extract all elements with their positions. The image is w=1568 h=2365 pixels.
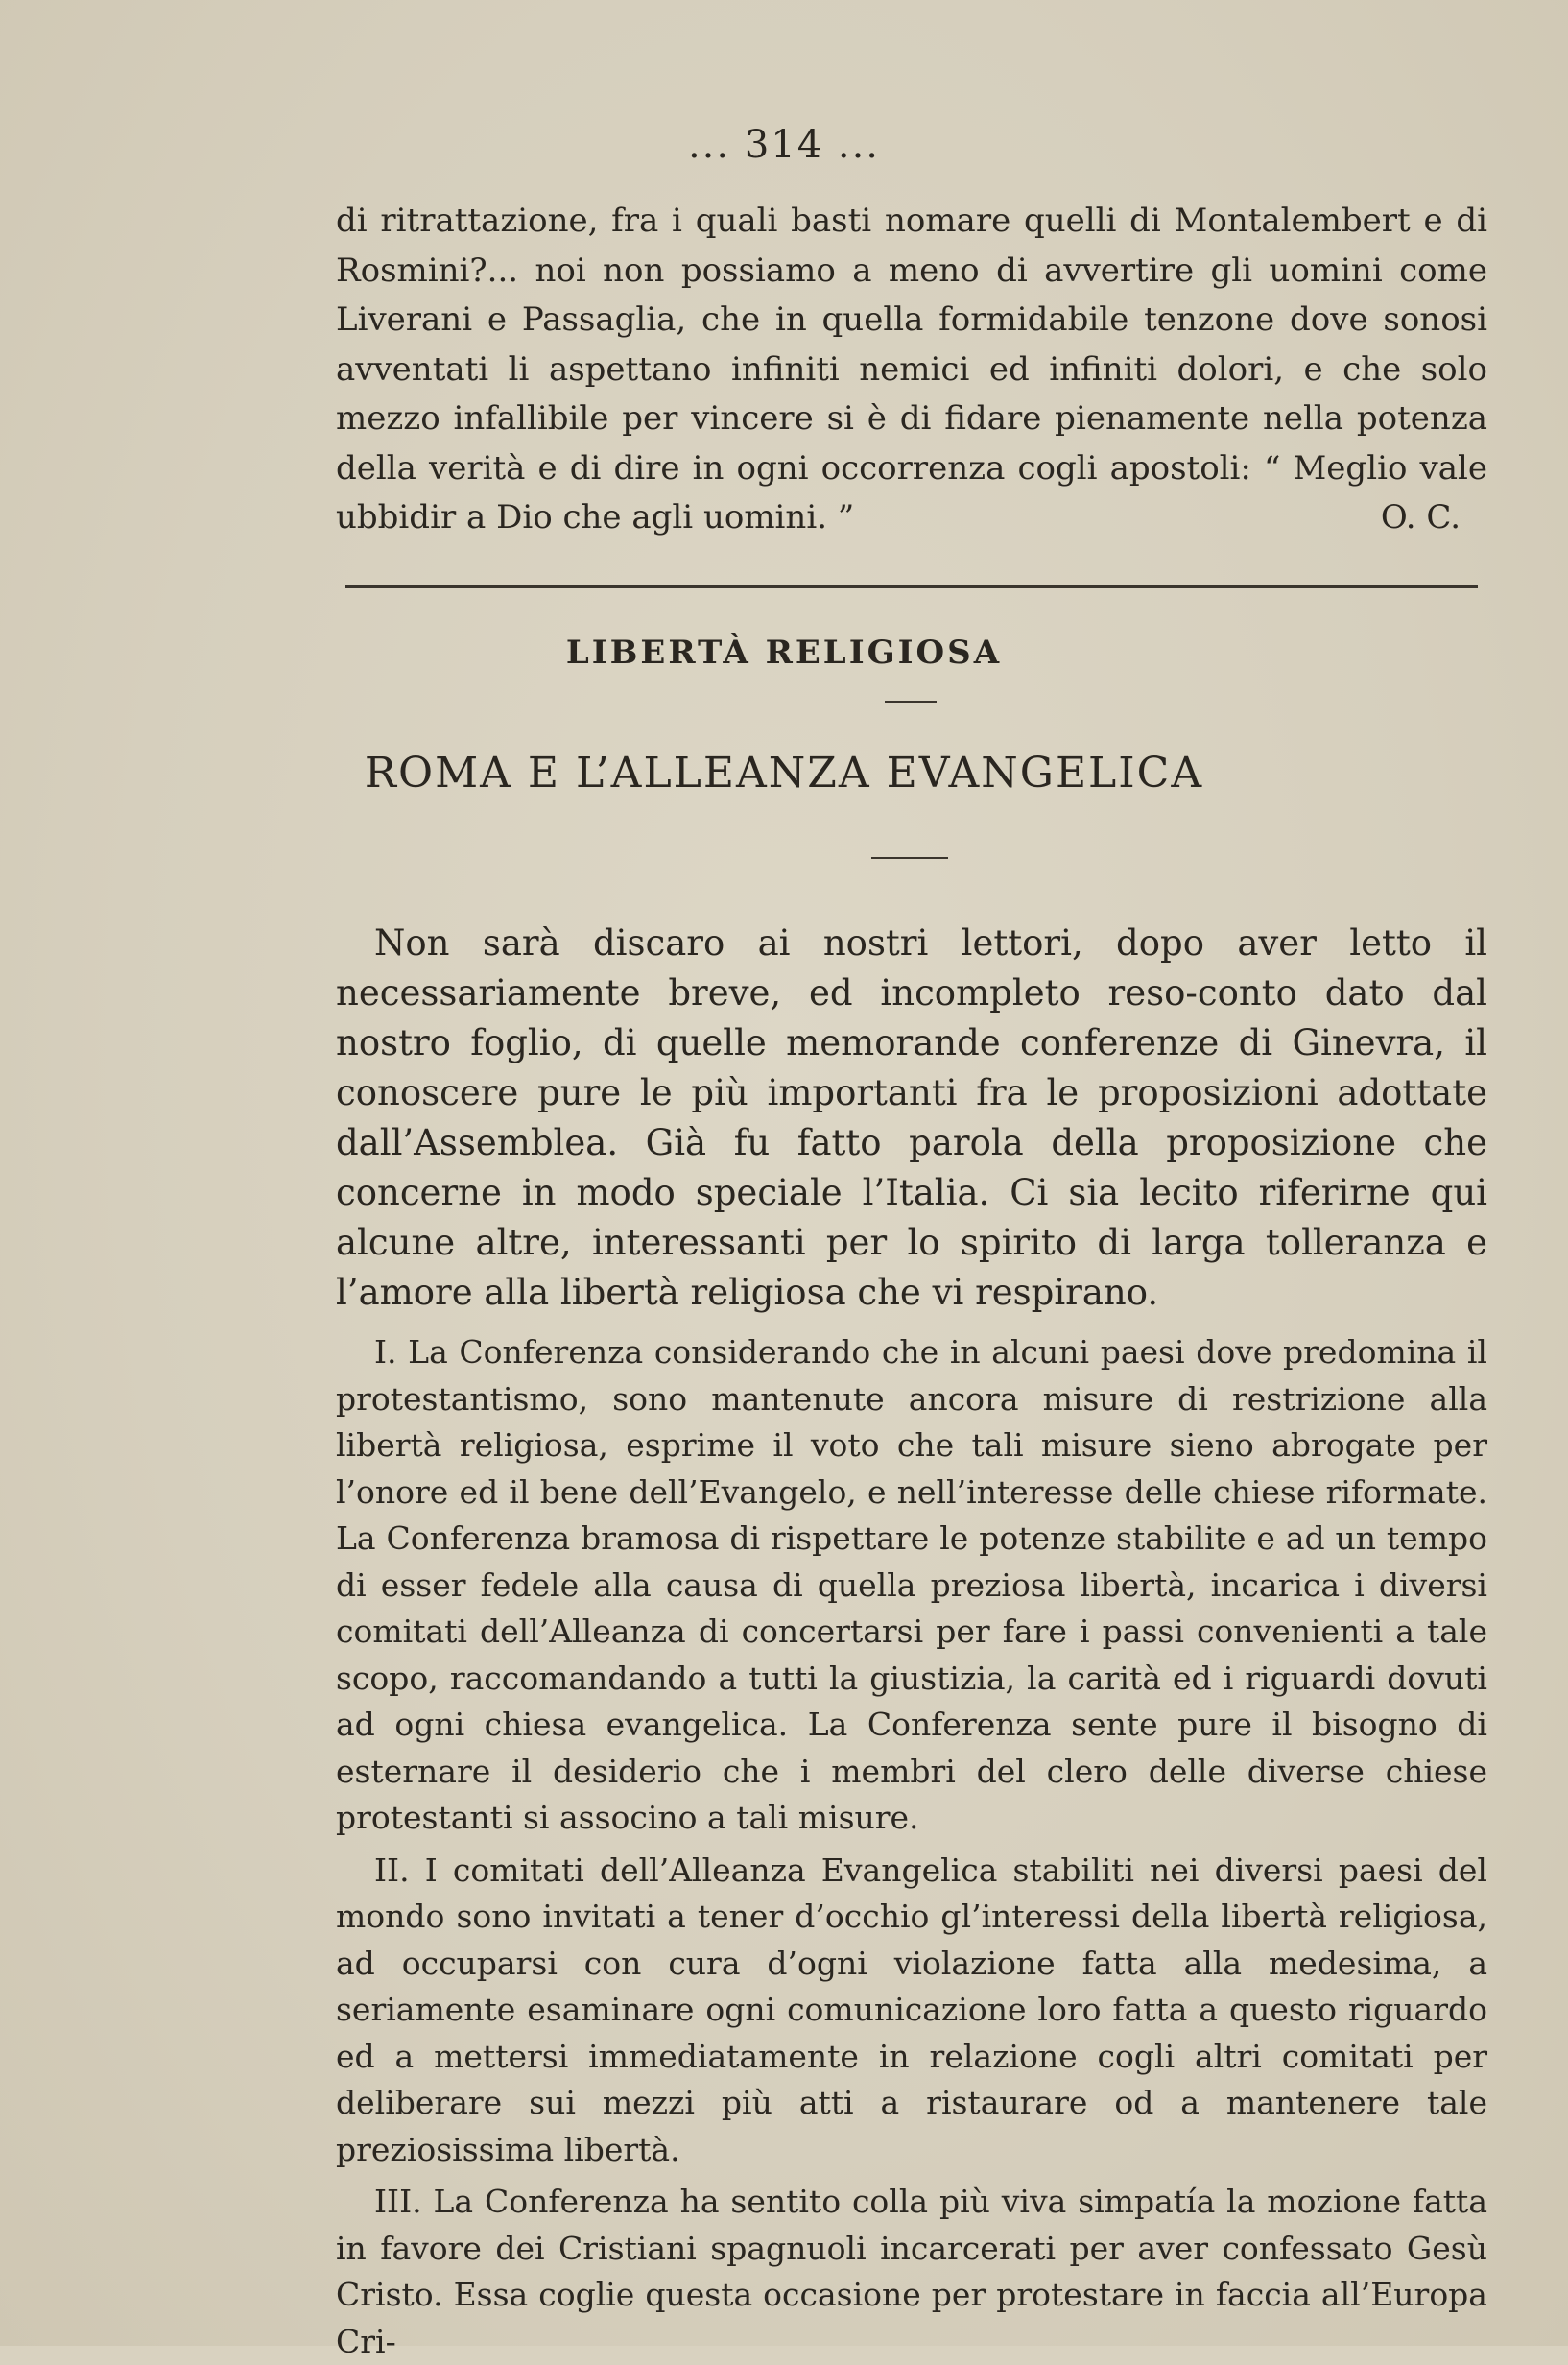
proposition-2: II. I comitati dell’Alleanza Evangelica stabiliti nei diversi paesi del mondo sono invitati a tener d’occhio gl’interessi della libertà religiosa, ad occuparsi con cura d’ogni violazione fatta alla medesima, a seriamente esaminare ogni comunicazione loro fatta a questo riguardo ed a mettersi immediatamente in relazione cogli altri comitati per deliberare sui mezzi più atti a ristaurare od a mantenere tale preziosissima libertà. [336, 1851, 1487, 2168]
short-rule-top [885, 701, 937, 703]
page-number: ... 314 ... [687, 123, 881, 167]
proposition-1: I. La Conferenza considerando che in alcuni paesi dove predomina il protestantismo, sono mantenute ancora misure di restrizione alla libertà religiosa, esprime il voto che tali misure sieno abrogate per l’onore ed il bene dell’Evangelo, e nell’interesse delle chiese riformate. La Conferenza bramosa di rispettare le potenze stabilite e ad un tempo di esser fedele alla causa di quella preziosa libertà, incarica i diversi comitati dell’Alleanza di concertarsi per fare i passi convenienti a tale scopo, raccomandando a tutti la giustizia, la carità ed i riguardi dovuti ad ogni chiesa evangelica. La Conferenza sente pure il bisogno di esternare il desiderio che i membri del clero delle diverse chiese protestanti si associno a tali misure. [336, 1333, 1487, 1836]
article-body [336, 919, 1487, 2365]
short-rule-bottom [871, 857, 948, 859]
section-label: LIBERTÀ RELIGIOSA [565, 633, 1003, 672]
section-divider-rule [345, 585, 1478, 588]
signature: O. C. [1380, 498, 1461, 537]
intro-paragraph: Non sarà discaro ai nostri lettori, dopo aver letto il necessariamente breve, ed incompleto reso-conto dato dal nostro foglio, di quelle memorande conferenze di Ginevra, il conoscere pure le più importanti fra le proposizioni adottate dall’Assemblea. Già fu fatto parola della proposizione che concerne in modo speciale l’Italia. Ci sia lecito riferirne qui alcune altre, interessanti per lo spirito di larga tolleranza e l’amore alla libertà religiosa che vi respirano. [336, 922, 1487, 1313]
proposition-3: III. La Conferenza ha sentito colla più viva simpatía la mozione fatta in favore dei Cristiani spagnuoli incarcerati per aver confessato Gesù Cristo. Essa coglie questa occasione per protestare in faccia all’Europa Cri- [336, 2183, 1487, 2360]
opening-paragraph-block [336, 197, 1487, 543]
opening-paragraph-text: di ritrattazione, fra i quali basti nomare quelli di Montalembert e di Rosmini?... noi non possiamo a meno di avvertire gli uomini come Liverani e Passaglia, che in quella formidabile tenzone dove sonosi avventati li aspettano infiniti nemici ed infiniti dolori, e che solo mezzo infallibile per vincere si è di fidare pienamente nella potenza della verità e di dire in ogni occorrenza cogli apostoli: “ Meglio vale ubbidir a Dio che agli uomini. ” [336, 202, 1487, 537]
opening-paragraph [336, 197, 1487, 543]
article-title: ROMA E L’ALLEANZA EVANGELICA [364, 749, 1204, 798]
